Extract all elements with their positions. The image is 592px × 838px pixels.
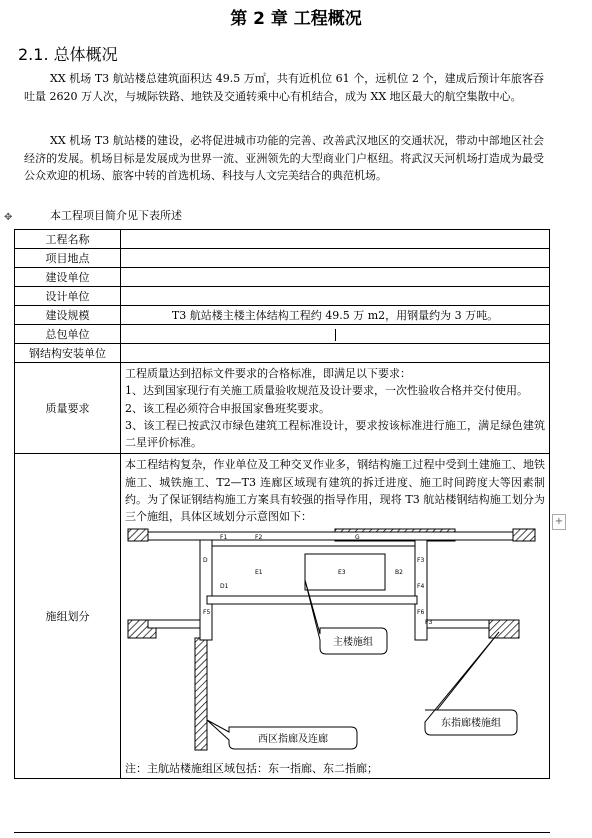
hatched-block [128, 529, 148, 541]
label-steel-installer: 钢结构安装单位 [15, 344, 121, 363]
table-row [15, 249, 550, 268]
table-row [15, 363, 550, 454]
quality-line: 3、该工程已按武汉市绿色建筑工程标准设计，要求按该标准进行施工，满足绿色建筑二星评价标准。 [125, 418, 545, 450]
zone-label: F4 [417, 582, 425, 590]
table-row [15, 306, 550, 325]
zone-label: D1 [220, 582, 229, 590]
value-general-contractor[interactable] [121, 325, 550, 344]
value-project-name[interactable] [121, 230, 550, 249]
quality-line: 工程质量达到招标文件要求的合格标准，即满足以下要求： [125, 367, 411, 380]
label-designer: 设计单位 [15, 287, 121, 306]
label-quality: 质量要求 [15, 363, 121, 454]
west-concourse [148, 620, 200, 628]
label-scale: 建设规模 [15, 306, 121, 325]
page-bottom-rule [14, 832, 550, 833]
label-owner: 建设单位 [15, 268, 121, 287]
west-wing-strip [200, 540, 212, 640]
label-schedule: 施组划分 [15, 454, 121, 778]
schedule-text: 本工程结构复杂，作业单位及工种交叉作业多，钢结构施工过程中受到土建施工、地铁施工、城铁施工、T2—T3 连廊区域现有建筑的拆迁进度、施工时间跨度大等因素制约。为了保证钢结构施工方案具有较强的指导作用，现将 T3 航站楼钢结构施工划分为三个施组，具体区域划分示意图如下： [125, 458, 545, 524]
value-steel-installer[interactable] [121, 344, 550, 363]
value-schedule[interactable] [121, 454, 550, 778]
zone-label: F3 [425, 618, 433, 626]
zone-label: F5 [203, 608, 211, 616]
main-callout-text: 主楼施组 [333, 636, 373, 648]
table-row [15, 325, 550, 344]
west-corridor-hatched [195, 638, 207, 750]
text-cursor [335, 329, 336, 341]
label-project-name: 工程名称 [15, 230, 121, 249]
east-callout-text: 东指廊楼施组 [441, 717, 501, 729]
intro-paragraph-2: XX 机场 T3 航站楼的建设，必将促进城市功能的完善、改善武汉地区的交通状况，带动中部地区社会经济的发展。机场目标是发展成为世界一流、亚洲领先的大型商业门户枢纽。将武汉天河机场打造成为最受公众欢迎的机场、旅客中转的首选机场、科技与人文完美结合的典范机场。 [24, 134, 544, 182]
zone-label: F3 [417, 556, 425, 564]
zone-label: E1 [255, 568, 263, 576]
north-strip [148, 532, 513, 540]
zone-label: F1 [220, 533, 228, 541]
table-row [15, 287, 550, 306]
zone-label: G [355, 533, 360, 541]
table-intro-line: 本工程项目简介见下表所述 [50, 209, 182, 222]
hatched-block [513, 529, 535, 541]
label-general-contractor: 总包单位 [15, 325, 121, 344]
zone-label: E3 [338, 568, 346, 576]
add-column-icon[interactable]: + [552, 514, 566, 530]
table-row [15, 454, 550, 778]
quality-line: 1、达到国家现行有关施工质量验收规范及设计要求，一次性验收合格并交付使用。 [125, 384, 528, 398]
zone-label: D [203, 556, 208, 564]
zone-label: F6 [417, 608, 425, 616]
west-callout-text: 西区指廊及连廊 [258, 733, 328, 745]
east-concourse [427, 620, 489, 628]
intro-paragraph-1: XX 机场 T3 航站楼总建筑面积达 49.5 万㎡，共有近机位 61 个，远机位 2 个，建成后预计年旅客吞吐量 2620 万人次，与城际铁路、地铁及交通转乘中心有机结合，成为 XX 地区最大的航空集散中心。 [24, 72, 544, 103]
hatched-block [489, 620, 519, 638]
project-info-table [14, 229, 550, 779]
label-project-location: 项目地点 [15, 249, 121, 268]
table-row [15, 230, 550, 249]
chapter-title: 第 2 章 工程概况 [230, 9, 362, 29]
site-plan-diagram [125, 528, 545, 752]
table-row [15, 344, 550, 363]
zone-label: F2 [255, 533, 263, 541]
value-quality[interactable] [121, 363, 550, 454]
plan-note: 注：主航站楼施组区域包括：东一指廊、东二指廊； [125, 761, 378, 775]
section-title: 2.1. 总体概况 [18, 45, 118, 64]
table-row [15, 268, 550, 287]
value-owner[interactable] [121, 268, 550, 287]
value-scale[interactable]: T3 航站楼主楼主体结构工程约 49.5 万 m2，用钢量约为 3 万吨。 [121, 306, 550, 325]
zone-label: B2 [395, 568, 403, 576]
value-project-location[interactable] [121, 249, 550, 268]
quality-line: 2、该工程必须符合申报国家鲁班奖要求。 [125, 401, 330, 415]
table-move-handle-icon[interactable]: ✥ [4, 212, 13, 223]
value-designer[interactable] [121, 287, 550, 306]
south-strip [207, 596, 417, 604]
